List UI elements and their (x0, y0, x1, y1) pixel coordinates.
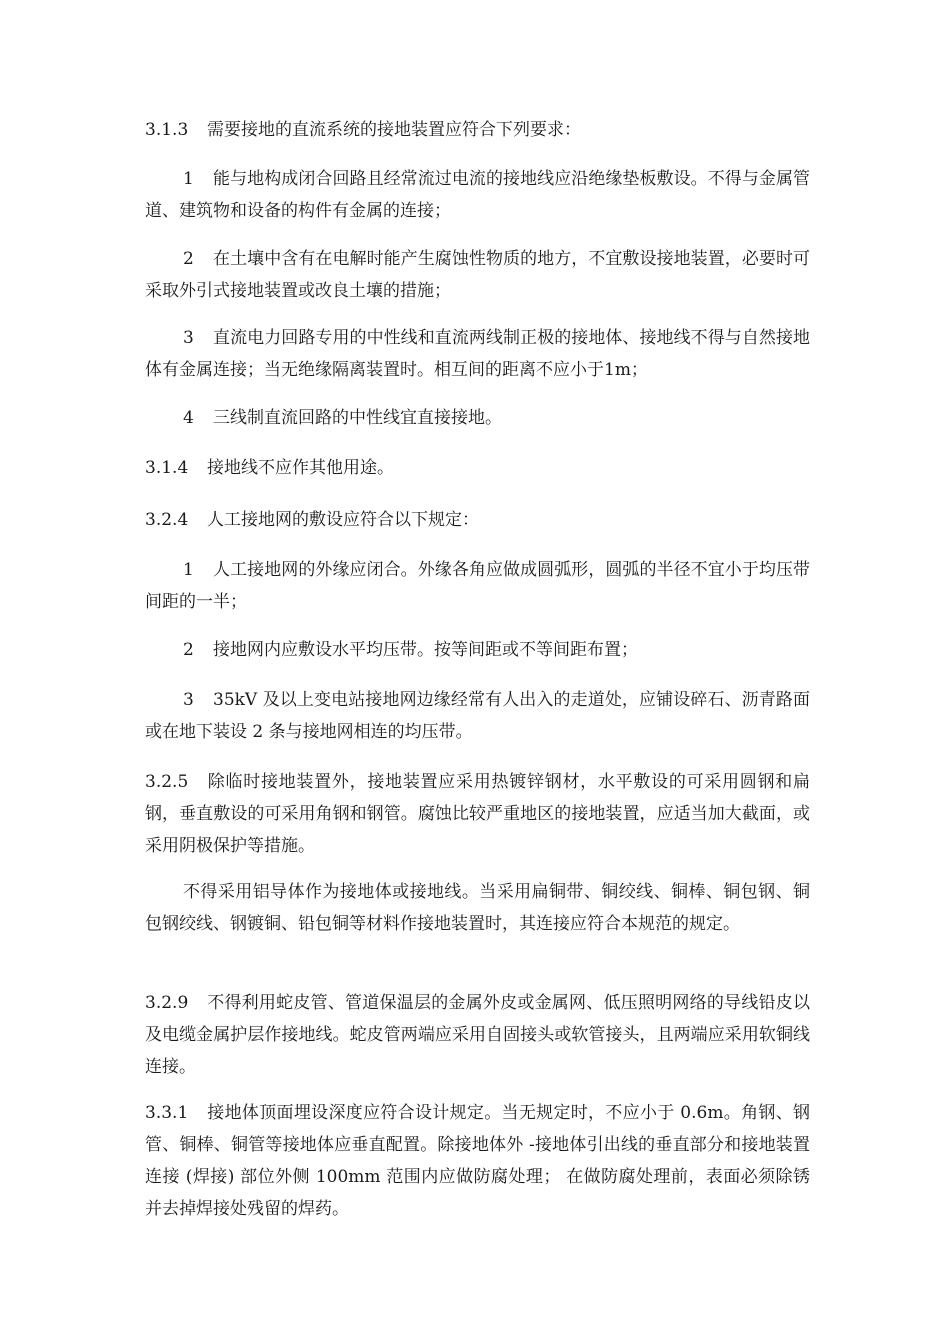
item-text: 直流电力回路专用的中性线和直流两线制正极的接地体、接地线不得与自然接地体有金属连接；当无绝缘隔离装置时。相互间的距离不应小于1m； (145, 328, 810, 380)
clause-text: 接地线不应作其他用途。 (207, 458, 394, 478)
item-text: 人工接地网的外缘应闭合。外缘各角应做成圆弧形，圆弧的半径不宜小于均压带间距的一半； (145, 560, 810, 612)
item-number: 2 (183, 249, 194, 269)
clause-3-1-3-item-4 (145, 402, 810, 434)
clause-3-1-3 (145, 114, 810, 146)
clause-number: 3.1.3 (145, 120, 189, 140)
item-number: 3 (183, 328, 194, 348)
clause-3-1-4 (145, 452, 810, 484)
paragraph-text: 不得采用铝导体作为接地体或接地线。当采用扁铜带、铜绞线、铜棒、铜包钢、铜包钢绞线、钢镀铜、铅包铜等材料作接地装置时，其连接应符合本规范的规定。 (145, 882, 810, 934)
clause-3-1-3-item-3 (145, 322, 810, 386)
item-number: 2 (183, 640, 194, 660)
item-text: 接地网内应敷设水平均压带。按等间距或不等间距布置； (213, 640, 638, 660)
item-number: 1 (183, 169, 194, 189)
clause-text: 除临时接地装置外，接地装置应采用热镀锌钢材，水平敷设的可采用圆钢和扁钢，垂直敷设的可采用角钢和钢管。腐蚀比较严重地区的接地装置，应适当加大截面，或采用阴极保护等措施。 (145, 772, 810, 856)
clause-3-2-5 (145, 766, 810, 862)
clause-text: 人工接地网的敷设应符合以下规定： (207, 510, 479, 530)
clause-number: 3.3.1 (145, 1103, 189, 1123)
item-number: 3 (183, 690, 194, 710)
clause-number: 3.2.9 (145, 993, 189, 1013)
clause-text: 不得利用蛇皮管、管道保温层的金属外皮或金属网、低压照明网络的导线铅皮以及电缆金属护层作接地线。蛇皮管两端应采用自固接头或软管接头，且两端应采用软铜线连接。 (145, 993, 810, 1077)
clause-number: 3.2.4 (145, 510, 189, 530)
clause-3-2-9 (145, 987, 810, 1083)
clause-text: 需要接地的直流系统的接地装置应符合下列要求： (207, 120, 581, 140)
clause-text: 接地体顶面埋设深度应符合设计规定。当无规定时，不应小于 0.6m。角钢、钢管、铜棒、铜管等接地体应垂直配置。除接地体外 -接地体引出线的垂直部分和接地装置连接 (焊接) 部位外侧 100mm 范围内应做防腐处理； 在做防腐处理前，表面必须除锈并去掉焊接处残留的焊药。 (145, 1103, 810, 1219)
item-number: 1 (183, 560, 194, 580)
clause-3-2-4 (145, 504, 810, 536)
clause-3-2-4-item-1 (145, 554, 810, 618)
clause-3-2-5-continuation (145, 876, 810, 940)
item-text: 35kV 及以上变电站接地网边缘经常有人出入的走道处，应铺设碎石、沥青路面或在地下装设 2 条与接地网相连的均压带。 (145, 690, 810, 742)
clause-number: 3.1.4 (145, 458, 189, 478)
clause-3-2-4-item-2 (145, 634, 810, 666)
clause-3-3-1 (145, 1097, 810, 1225)
item-text: 在土壤中含有在电解时能产生腐蚀性物质的地方，不宜敷设接地装置，必要时可采取外引式接地装置或改良土壤的措施； (145, 249, 810, 301)
clause-3-1-3-item-2 (145, 243, 810, 307)
item-text: 三线制直流回路的中性线宜直接接地。 (213, 408, 502, 428)
clause-3-2-4-item-3 (145, 684, 810, 748)
clause-number: 3.2.5 (145, 772, 189, 792)
item-text: 能与地构成闭合回路且经常流过电流的接地线应沿绝缘垫板敷设。不得与金属管道、建筑物和设备的构件有金属的连接； (145, 169, 810, 221)
clause-3-1-3-item-1 (145, 163, 810, 227)
item-number: 4 (183, 408, 194, 428)
